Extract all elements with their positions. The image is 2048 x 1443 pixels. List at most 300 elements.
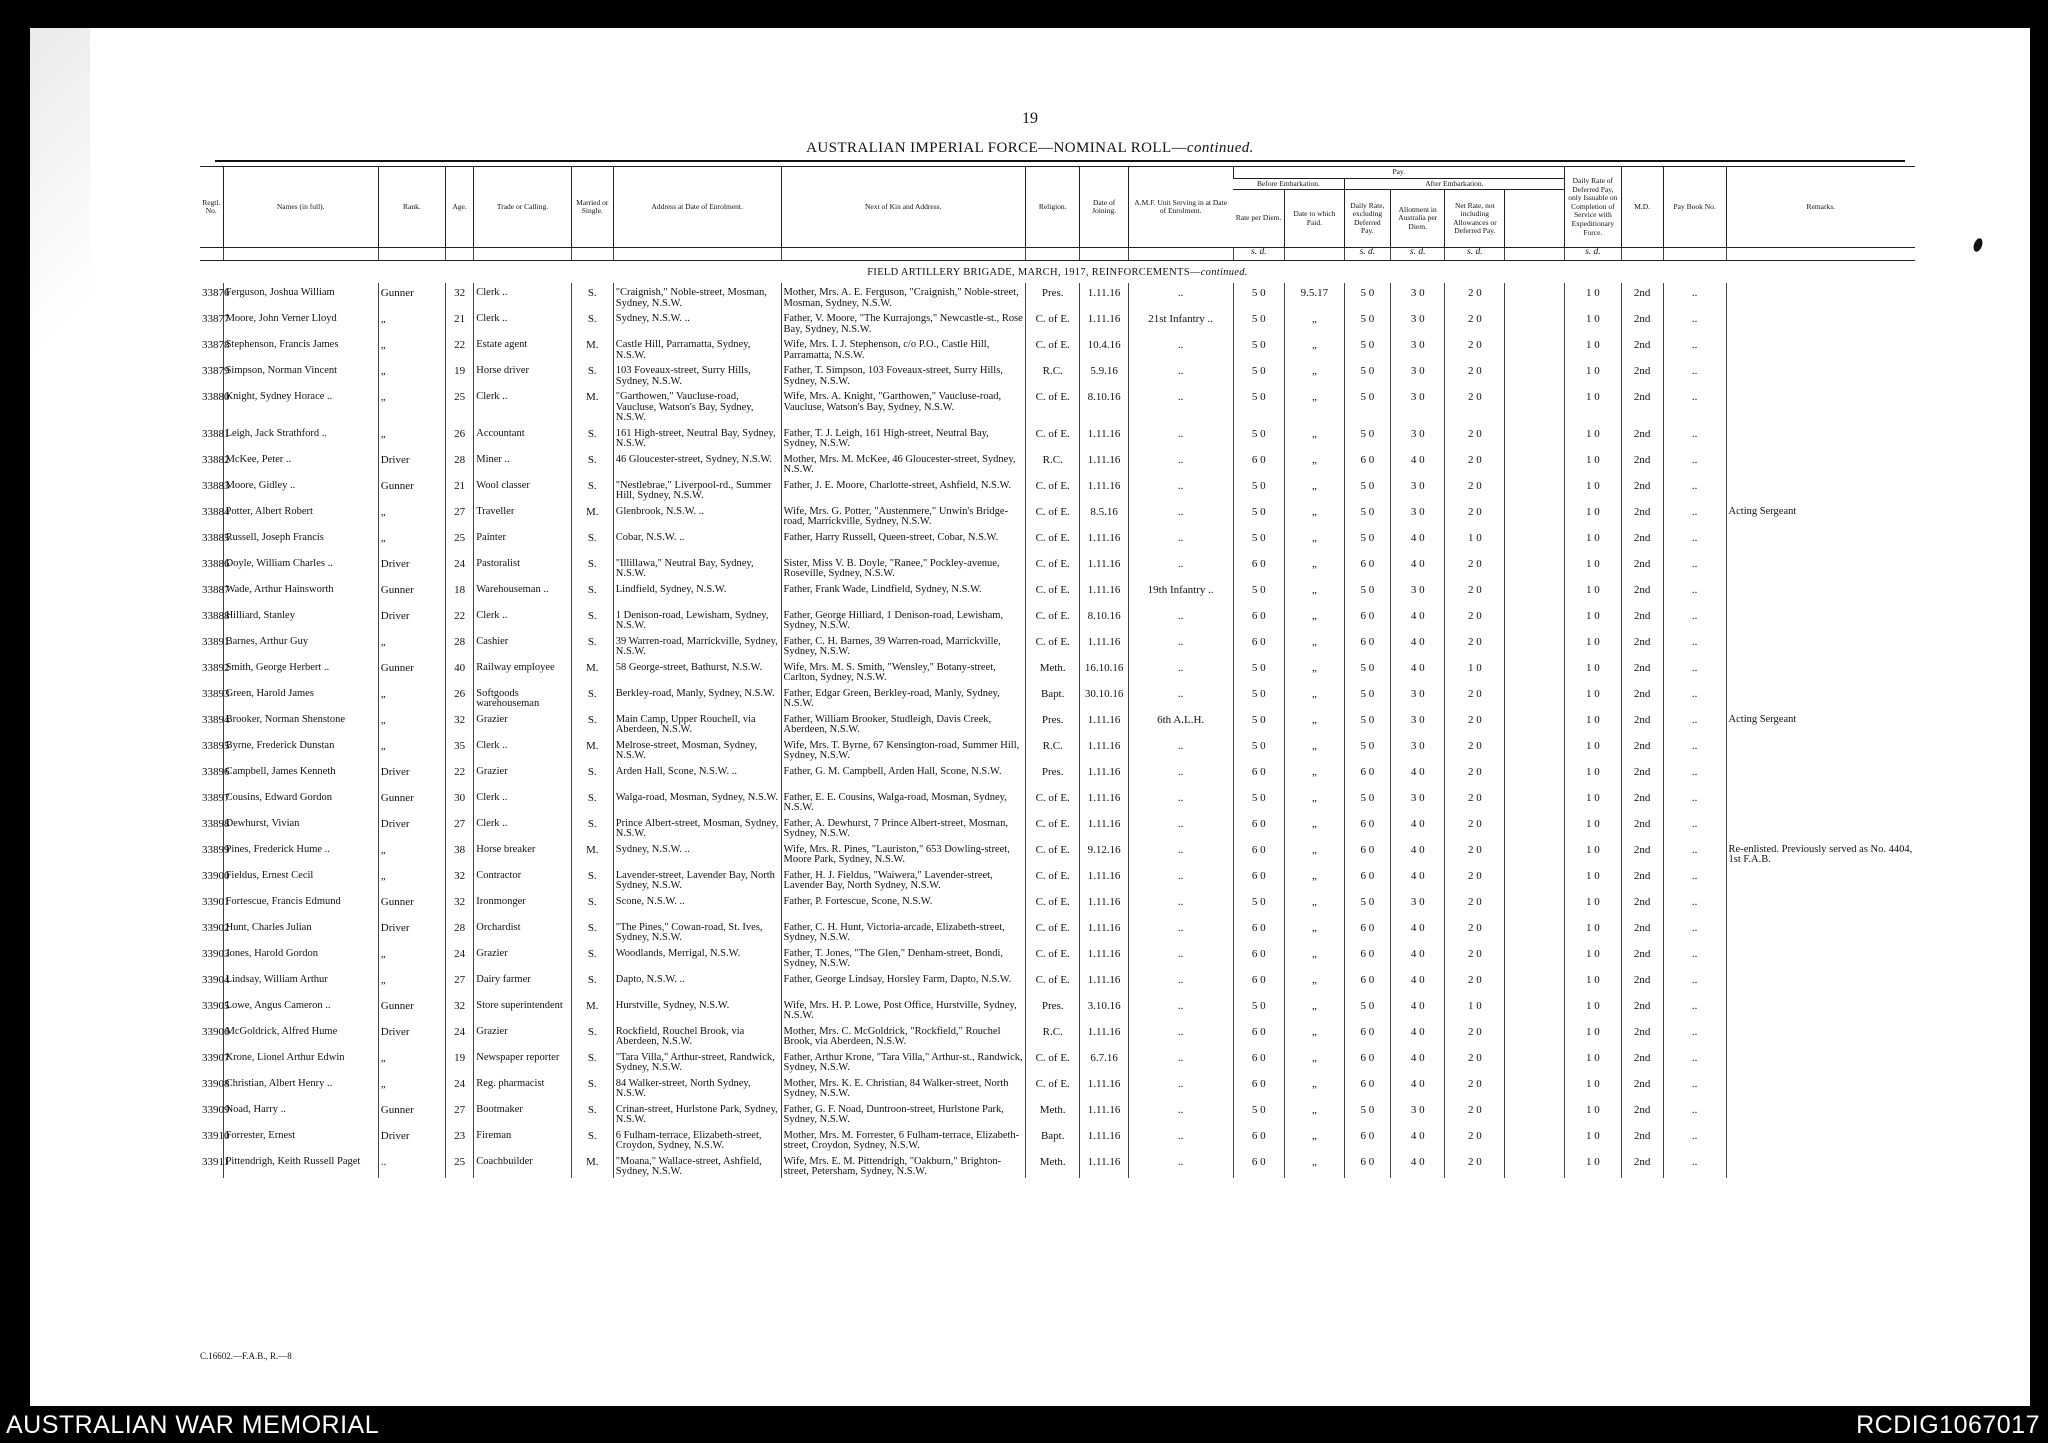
cell-unit-serving: .. [1128,944,1233,970]
cell-address: "Tara Villa," Arthur-street, Randwick, Sydney, N.S.W. [613,1048,781,1074]
cell-age: 32 [445,892,473,918]
cell-deferred-rate: 1 0 [1565,554,1622,580]
nominal-roll-table [200,166,1915,1178]
cell-religion: R.C. [1025,450,1080,476]
cell-rate-per-diem: 6 0 [1233,840,1284,866]
cell-regtl-no: 33886 [202,557,230,570]
cell-date-paid: „ [1285,970,1345,996]
cell-pay-book: .. [1663,710,1726,736]
cell-unit-serving: .. [1128,1126,1233,1152]
cell-name: Krone, Lionel Arthur Edwin [223,1048,378,1074]
cell-allotment: 4 0 [1390,970,1445,996]
cell-rate-per-diem: 6 0 [1233,814,1284,840]
cell-next-of-kin: Father, Frank Wade, Lindfield, Sydney, N.S.W. [781,580,1025,606]
cell-date-joining: 1.11.16 [1080,788,1128,814]
cell-rank: „ [378,387,445,424]
table-row [200,450,1915,476]
cell-regtl-no: 33878 [202,339,230,352]
cell-married: S. [571,1100,613,1126]
cell-pay-book: .. [1663,866,1726,892]
table-row [200,387,1915,424]
cell-rate-per-diem: 5 0 [1233,788,1284,814]
cell-net-rate: 2 0 [1445,736,1505,762]
cell-married: M. [571,502,613,528]
cell-name: Pittendrigh, Keith Russell Paget [223,1152,378,1178]
cell-date-joining: 1.11.16 [1080,892,1128,918]
cell-deferred-rate: 1 0 [1565,892,1622,918]
cell-trade: Clerk .. [474,736,572,762]
cell-address: 161 High-street, Neutral Bay, Sydney, N.S.W. [613,424,781,450]
cell-married: S. [571,762,613,788]
cell-spacer [1505,309,1565,335]
header-names: Names (in full). [223,167,378,248]
table-row [200,762,1915,788]
cell-address: Scone, N.S.W. .. [613,892,781,918]
cell-rate-per-diem: 5 0 [1233,502,1284,528]
cell-net-rate: 2 0 [1445,283,1505,309]
cell-married: S. [571,1126,613,1152]
cell-allotment: 4 0 [1390,762,1445,788]
cell-allotment: 3 0 [1390,580,1445,606]
cell-name: Dewhurst, Vivian [223,814,378,840]
table-row [200,996,1915,1022]
cell-net-rate: 2 0 [1445,788,1505,814]
cell-date-paid: „ [1285,840,1345,866]
table-row [200,944,1915,970]
cell-net-rate: 1 0 [1445,658,1505,684]
cell-age: 24 [445,944,473,970]
cell-name: Brooker, Norman Shenstone [223,710,378,736]
cell-daily-rate: 6 0 [1344,1074,1390,1100]
cell-trade: Ironmonger [474,892,572,918]
cell-married: S. [571,944,613,970]
cell-md: 2nd [1621,684,1663,710]
cell-regtl-no: 33884 [202,505,230,518]
cell-unit-serving: .. [1128,528,1233,554]
cell-married: M. [571,840,613,866]
title-text: AUSTRALIAN IMPERIAL FORCE—NOMINAL ROLL— [806,140,1187,156]
cell-name: Lindsay, William Arthur [223,970,378,996]
cell-trade: Softgoods warehouseman [474,684,572,710]
cell-date-joining: 8.10.16 [1080,387,1128,424]
cell-religion: C. of E. [1025,606,1080,632]
cell-spacer [1505,814,1565,840]
cell-regtl-no: 33896 [202,765,230,778]
cell-unit-serving: 21st Infantry .. [1128,309,1233,335]
cell-trade: Clerk .. [474,606,572,632]
roll-body [200,248,1915,1178]
cell-md: 2nd [1621,970,1663,996]
cell-religion: C. of E. [1025,580,1080,606]
cell-net-rate: 2 0 [1445,606,1505,632]
cell-pay-book: .. [1663,476,1726,502]
cell-daily-rate: 5 0 [1344,892,1390,918]
header-row-1 [200,167,1915,179]
cell-regtl-no: 33899 [202,843,230,856]
cell-regtl-no: 33893 [202,687,230,700]
cell-deferred-rate: 1 0 [1565,736,1622,762]
cell-rank: „ [378,736,445,762]
cell-net-rate: 2 0 [1445,1126,1505,1152]
cell-remarks [1726,658,1915,684]
cell-address: "Garthowen," Vaucluse-road, Vaucluse, Watson's Bay, Sydney, N.S.W. [613,387,781,424]
cell-religion: C. of E. [1025,1074,1080,1100]
cell-name: Lowe, Angus Cameron .. [223,996,378,1022]
cell-date-joining: 16.10.16 [1080,658,1128,684]
cell-age: 24 [445,1022,473,1048]
cell-remarks [1726,762,1915,788]
cell-net-rate: 2 0 [1445,580,1505,606]
scan-edge-artifact [30,28,90,448]
cell-address: 58 George-street, Bathurst, N.S.W. [613,658,781,684]
cell-rate-per-diem: 5 0 [1233,580,1284,606]
cell-rank: „ [378,866,445,892]
cell-rate-per-diem: 5 0 [1233,710,1284,736]
cell-married: S. [571,1048,613,1074]
cell-date-joining: 8.5.16 [1080,502,1128,528]
cell-address: "Craignish," Noble-street, Mosman, Sydney, N.S.W. [613,283,781,309]
cell-date-joining: 30.10.16 [1080,684,1128,710]
cell-age: 22 [445,762,473,788]
cell-trade: Painter [474,528,572,554]
cell-pay-book: .. [1663,970,1726,996]
cell-regtl-no: 33887 [202,583,230,596]
cell-md: 2nd [1621,335,1663,361]
cell-rate-per-diem: 6 0 [1233,606,1284,632]
cell-md: 2nd [1621,710,1663,736]
cell-rate-per-diem: 6 0 [1233,762,1284,788]
cell-remarks [1726,1022,1915,1048]
section-suffix: continued. [1200,266,1248,278]
cell-date-joining: 9.12.16 [1080,840,1128,866]
cell-married: S. [571,450,613,476]
cell-allotment: 4 0 [1390,528,1445,554]
header-before-embarkation: Before Embarkation. [1233,178,1344,190]
cell-age: 27 [445,502,473,528]
cell-remarks [1726,788,1915,814]
cell-trade: Clerk .. [474,788,572,814]
cell-rate-per-diem: 6 0 [1233,944,1284,970]
cell-next-of-kin: Mother, Mrs. M. McKee, 46 Gloucester-street, Sydney, N.S.W. [781,450,1025,476]
cell-deferred-rate: 1 0 [1565,502,1622,528]
cell-net-rate: 2 0 [1445,554,1505,580]
cell-trade: Fireman [474,1126,572,1152]
cell-deferred-rate: 1 0 [1565,309,1622,335]
cell-md: 2nd [1621,632,1663,658]
cell-religion: Pres. [1025,996,1080,1022]
cell-md: 2nd [1621,788,1663,814]
cell-date-paid: „ [1285,788,1345,814]
cell-married: S. [571,580,613,606]
cell-pay-book: .. [1663,450,1726,476]
header-rank: Rank. [378,167,445,248]
cell-religion: C. of E. [1025,632,1080,658]
cell-allotment: 3 0 [1390,502,1445,528]
cell-next-of-kin: Father, P. Fortescue, Scone, N.S.W. [781,892,1025,918]
cell-deferred-rate: 1 0 [1565,283,1622,309]
cell-allotment: 4 0 [1390,996,1445,1022]
cell-allotment: 4 0 [1390,814,1445,840]
cell-regtl-no: 33885 [202,531,230,544]
cell-date-joining: 1.11.16 [1080,1074,1128,1100]
cell-age: 32 [445,283,473,309]
cell-rank: .. [378,1152,445,1178]
cell-date-joining: 1.11.16 [1080,424,1128,450]
cell-religion: C. of E. [1025,528,1080,554]
cell-date-joining: 1.11.16 [1080,1126,1128,1152]
cell-name: Knight, Sydney Horace .. [223,387,378,424]
cell-regtl-no: 33901 [202,895,230,908]
cell-net-rate: 2 0 [1445,361,1505,387]
cell-name: Green, Harold James [223,684,378,710]
cell-date-paid: „ [1285,632,1345,658]
cell-md: 2nd [1621,1048,1663,1074]
cell-date-joining: 10.4.16 [1080,335,1128,361]
cell-rank: Gunner [378,283,445,309]
header-date-paid: Date to which Paid. [1285,190,1345,248]
cell-daily-rate: 5 0 [1344,283,1390,309]
cell-date-paid: „ [1285,996,1345,1022]
cell-rank: „ [378,684,445,710]
cell-regtl-no: 33888 [202,609,230,622]
cell-unit-serving: .. [1128,736,1233,762]
cell-net-rate: 2 0 [1445,387,1505,424]
cell-address: "Illillawa," Neutral Bay, Sydney, N.S.W. [613,554,781,580]
cell-next-of-kin: Father, H. J. Fieldus, "Waiwera," Lavender-street, Lavender Bay, North Sydney, N.S.W. [781,866,1025,892]
cell-date-paid: „ [1285,918,1345,944]
cell-age: 27 [445,1100,473,1126]
cell-net-rate: 1 0 [1445,996,1505,1022]
cell-spacer [1505,361,1565,387]
cell-allotment: 3 0 [1390,387,1445,424]
cell-spacer [1505,996,1565,1022]
table-row [200,361,1915,387]
cell-rank: Gunner [378,996,445,1022]
cell-allotment: 3 0 [1390,424,1445,450]
cell-spacer [1505,866,1565,892]
cell-remarks [1726,1100,1915,1126]
cell-rank: Gunner [378,892,445,918]
unit-sd: s. d. [1445,248,1505,261]
cell-trade: Clerk .. [474,814,572,840]
cell-deferred-rate: 1 0 [1565,762,1622,788]
cell-rate-per-diem: 5 0 [1233,736,1284,762]
cell-daily-rate: 6 0 [1344,970,1390,996]
cell-trade: Horse driver [474,361,572,387]
cell-trade: Grazier [474,944,572,970]
cell-deferred-rate: 1 0 [1565,450,1622,476]
cell-remarks [1726,606,1915,632]
cell-name: Forrester, Ernest [223,1126,378,1152]
page-number: 19 [1022,110,1038,127]
cell-spacer [1505,502,1565,528]
cell-rate-per-diem: 5 0 [1233,361,1284,387]
table-row [200,788,1915,814]
header-age: Age. [445,167,473,248]
cell-md: 2nd [1621,528,1663,554]
cell-married: S. [571,476,613,502]
cell-next-of-kin: Wife, Mrs. E. M. Pittendrigh, "Oakburn," Brighton-street, Petersham, Sydney, N.S.W. [781,1152,1025,1178]
cell-deferred-rate: 1 0 [1565,996,1622,1022]
cell-unit-serving: .. [1128,892,1233,918]
cell-rank: Driver [378,554,445,580]
cell-date-joining: 6.7.16 [1080,1048,1128,1074]
cell-religion: Meth. [1025,658,1080,684]
cell-age: 19 [445,361,473,387]
cell-spacer [1505,970,1565,996]
cell-religion: R.C. [1025,736,1080,762]
cell-allotment: 4 0 [1390,944,1445,970]
cell-pay-book: .. [1663,840,1726,866]
cell-date-paid: „ [1285,502,1345,528]
cell-regtl-no: 33903 [202,947,230,960]
cell-date-joining: 1.11.16 [1080,866,1128,892]
cell-pay-book: .. [1663,283,1726,309]
cell-pay-book: .. [1663,554,1726,580]
cell-next-of-kin: Father, G. F. Noad, Duntroon-street, Hurlstone Park, Sydney, N.S.W. [781,1100,1025,1126]
cell-pay-book: .. [1663,632,1726,658]
footer-archive-name: AUSTRALIAN WAR MEMORIAL [6,1411,380,1439]
cell-regtl-no: 33876 [202,287,230,300]
cell-remarks [1726,684,1915,710]
cell-rate-per-diem: 5 0 [1233,684,1284,710]
cell-rank: Gunner [378,788,445,814]
cell-allotment: 3 0 [1390,361,1445,387]
cell-age: 24 [445,554,473,580]
cell-rank: Driver [378,450,445,476]
cell-rank: Driver [378,1126,445,1152]
cell-name: Christian, Albert Henry .. [223,1074,378,1100]
cell-age: 35 [445,736,473,762]
header-married: Married or Single. [571,167,613,248]
cell-address: "Nestlebrae," Liverpool-rd., Summer Hill, Sydney, N.S.W. [613,476,781,502]
cell-pay-book: .. [1663,361,1726,387]
cell-regtl-no: 33902 [202,921,230,934]
cell-next-of-kin: Wife, Mrs. G. Potter, "Austenmere," Unwin's Bridge-road, Marrickville, Sydney, N.S.W. [781,502,1025,528]
unit-sd: s. d. [1344,248,1390,261]
cell-spacer [1505,283,1565,309]
cell-trade: Traveller [474,502,572,528]
cell-next-of-kin: Father, T. J. Leigh, 161 High-street, Neutral Bay, Sydney, N.S.W. [781,424,1025,450]
cell-address: 6 Fulham-terrace, Elizabeth-street, Croydon, Sydney, N.S.W. [613,1126,781,1152]
cell-date-paid: „ [1285,361,1345,387]
cell-date-paid: „ [1285,658,1345,684]
cell-rank: „ [378,710,445,736]
cell-date-paid: „ [1285,476,1345,502]
cell-regtl-no: 33904 [202,973,230,986]
cell-net-rate: 2 0 [1445,918,1505,944]
cell-address: 46 Gloucester-street, Sydney, N.S.W. [613,450,781,476]
cell-spacer [1505,840,1565,866]
cell-name: Fieldus, Ernest Cecil [223,866,378,892]
cell-address: Crinan-street, Hurlstone Park, Sydney, N.S.W. [613,1100,781,1126]
cell-regtl-no: 33894 [202,713,230,726]
cell-trade: Grazier [474,1022,572,1048]
cell-md: 2nd [1621,554,1663,580]
cell-remarks [1726,387,1915,424]
cell-deferred-rate: 1 0 [1565,335,1622,361]
cell-pay-book: .. [1663,387,1726,424]
cell-married: S. [571,309,613,335]
header-net-rate: Net Rate, not including Allowances or Deferred Pay. [1445,190,1505,248]
cell-date-paid: „ [1285,424,1345,450]
cell-date-paid: „ [1285,710,1345,736]
cell-religion: Pres. [1025,283,1080,309]
cell-married: S. [571,814,613,840]
cell-allotment: 4 0 [1390,606,1445,632]
cell-daily-rate: 5 0 [1344,476,1390,502]
table-row [200,892,1915,918]
cell-regtl-no: 33907 [202,1051,230,1064]
cell-regtl-no: 33898 [202,817,230,830]
table-row [200,658,1915,684]
table-row [200,814,1915,840]
cell-address: "The Pines," Cowan-road, St. Ives, Sydney, N.S.W. [613,918,781,944]
cell-remarks [1726,361,1915,387]
cell-name: Simpson, Norman Vincent [223,361,378,387]
cell-age: 25 [445,1152,473,1178]
cell-next-of-kin: Father, J. E. Moore, Charlotte-street, Ashfield, N.S.W. [781,476,1025,502]
cell-pay-book: .. [1663,814,1726,840]
cell-date-paid: „ [1285,866,1345,892]
cell-net-rate: 2 0 [1445,892,1505,918]
unit-sd: s. d. [1390,248,1445,261]
cell-deferred-rate: 1 0 [1565,866,1622,892]
cell-net-rate: 2 0 [1445,335,1505,361]
cell-married: S. [571,424,613,450]
cell-daily-rate: 6 0 [1344,1048,1390,1074]
cell-religion: C. of E. [1025,424,1080,450]
cell-md: 2nd [1621,1126,1663,1152]
cell-rank: Gunner [378,580,445,606]
cell-daily-rate: 6 0 [1344,918,1390,944]
cell-trade: Accountant [474,424,572,450]
cell-religion: R.C. [1025,361,1080,387]
cell-net-rate: 1 0 [1445,528,1505,554]
cell-allotment: 3 0 [1390,309,1445,335]
header-deferred: Daily Rate of Deferred Pay, only Issuable on Completion of Service with Expeditionary Force. [1565,167,1622,248]
cell-rank: „ [378,528,445,554]
table-row [200,554,1915,580]
cell-pay-book: .. [1663,502,1726,528]
cell-religion: C. of E. [1025,944,1080,970]
cell-married: S. [571,361,613,387]
cell-md: 2nd [1621,918,1663,944]
cell-age: 25 [445,387,473,424]
cell-rate-per-diem: 5 0 [1233,476,1284,502]
cell-net-rate: 2 0 [1445,1100,1505,1126]
cell-daily-rate: 6 0 [1344,1152,1390,1178]
cell-remarks [1726,736,1915,762]
cell-spacer [1505,1048,1565,1074]
cell-married: S. [571,710,613,736]
cell-deferred-rate: 1 0 [1565,1126,1622,1152]
cell-md: 2nd [1621,762,1663,788]
cell-religion: Meth. [1025,1100,1080,1126]
cell-address: Main Camp, Upper Rouchell, via Aberdeen, N.S.W. [613,710,781,736]
cell-name: Wade, Arthur Hainsworth [223,580,378,606]
cell-spacer [1505,476,1565,502]
cell-md: 2nd [1621,361,1663,387]
table-row [200,632,1915,658]
cell-daily-rate: 6 0 [1344,1022,1390,1048]
cell-date-paid: „ [1285,1048,1345,1074]
cell-md: 2nd [1621,387,1663,424]
header-religion: Religion. [1025,167,1080,248]
cell-net-rate: 2 0 [1445,970,1505,996]
cell-rate-per-diem: 5 0 [1233,387,1284,424]
cell-unit-serving: .. [1128,684,1233,710]
